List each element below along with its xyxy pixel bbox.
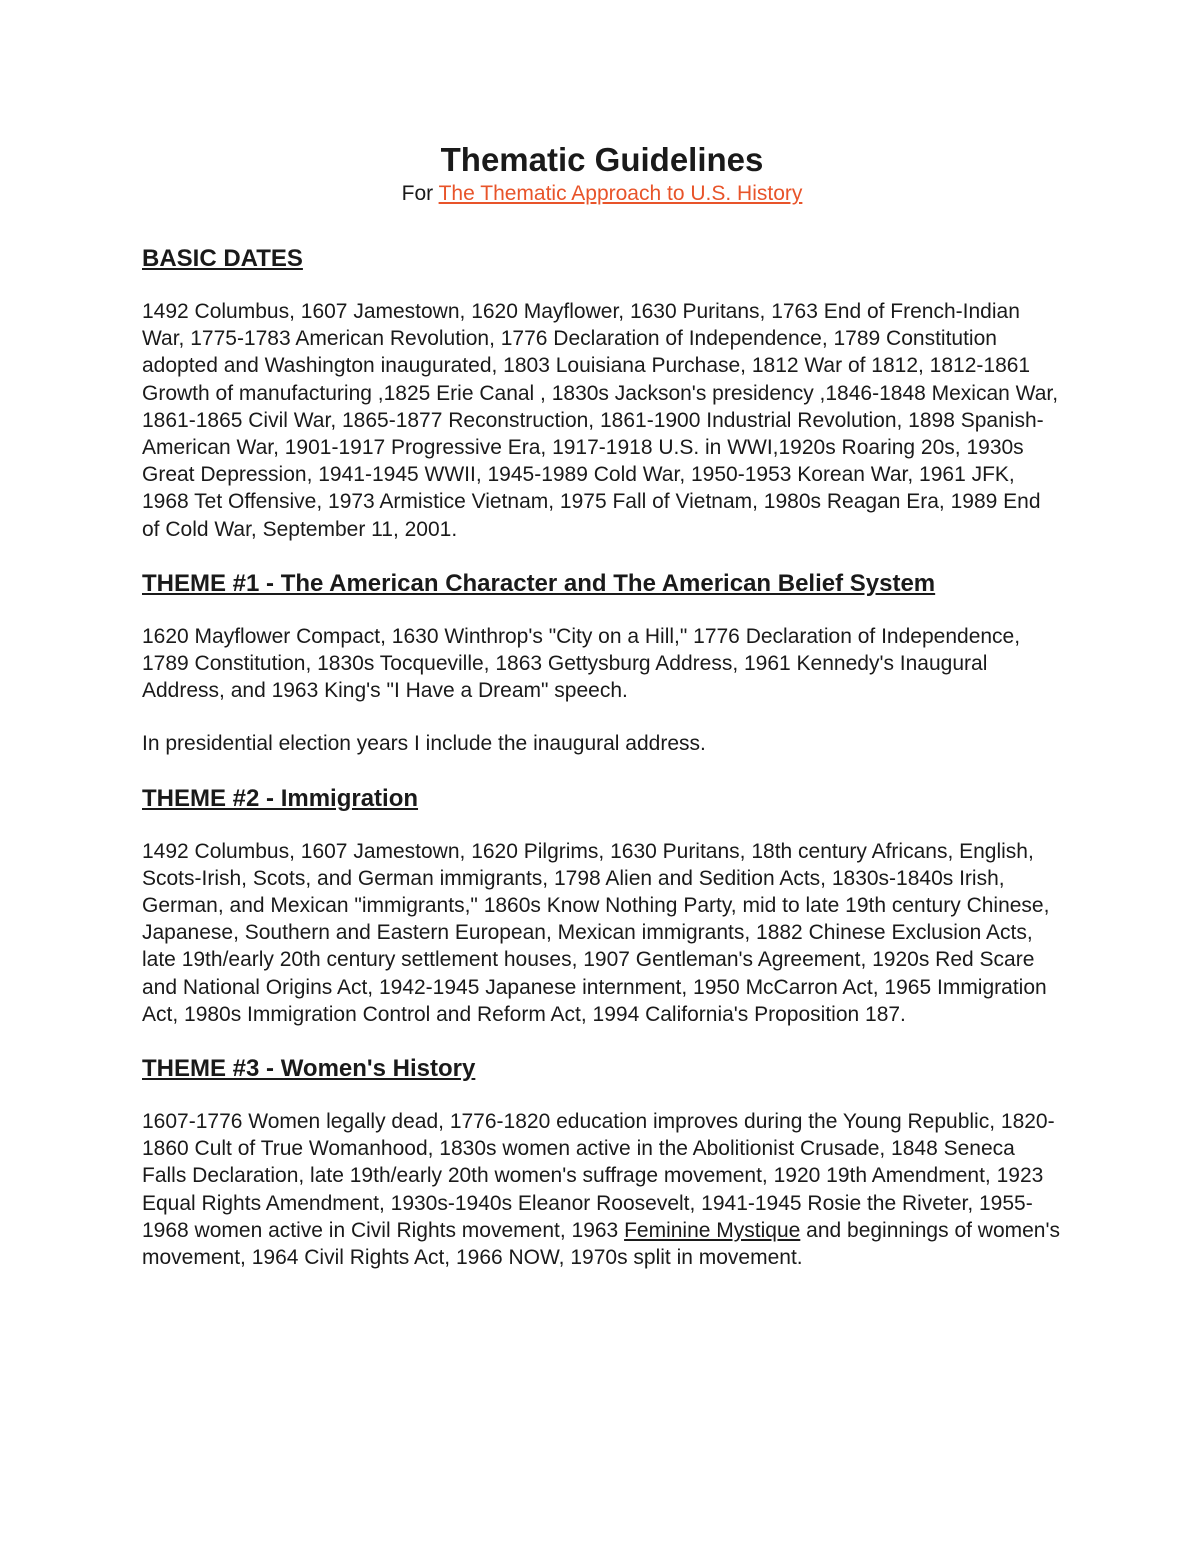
document-title: Thematic Guidelines	[440, 141, 764, 178]
title-block	[142, 140, 1062, 208]
section-body	[142, 1108, 1062, 1271]
subtitle-link[interactable]: The Thematic Approach to U.S. History	[438, 182, 803, 205]
section-heading: THEME #1 - The American Character and The American Belief System	[142, 569, 936, 597]
book-title: Feminine Mystique	[624, 1218, 801, 1242]
section-theme-2	[142, 784, 1062, 1028]
paragraph	[142, 1108, 1062, 1271]
document-subtitle	[142, 180, 1062, 208]
paragraph-text: 1607-1776 Women legally dead, 1776-1820 education improves during the Young Republic, 1820-1860 Cult of True Womanhood, 1830s women active in the Abolitionist Crusade, 1848 Seneca Falls Declaration, late 19th/early 20th women's suffrage movement, 1920 19th Amendment, 1923 Equal Rights Amendment, 1930s-1940s Eleanor Roosevelt, 1941-1945 Rosie the Riveter, 1955-1968 women active in Civil Rights movement, 1963	[142, 1110, 1055, 1242]
section-heading: THEME #3 - Women's History	[142, 1055, 476, 1083]
paragraph-text: and beginnings of women's movement, 1964 Civil Rights Act, 1966 NOW, 1970s split in movement.	[142, 1218, 1060, 1270]
section-theme-1	[142, 569, 1062, 758]
section-heading: BASIC DATES	[142, 245, 303, 272]
paragraph: 1620 Mayflower Compact, 1630 Winthrop's "City on a Hill," 1776 Declaration of Independence, 1789 Constitution, 1830s Tocqueville, 1863 Gettysburg Address, 1961 Kennedy's Inaugural Address, and 1963 King's "I Have a Dream" speech.	[142, 624, 1021, 703]
paragraph: In presidential election years I include the inaugural address.	[142, 732, 706, 756]
section-theme-3	[142, 1054, 1062, 1271]
paragraph: 1492 Columbus, 1607 Jamestown, 1620 Mayflower, 1630 Puritans, 1763 End of French-Indian War, 1775-1783 American Revolution, 1776 Declaration of Independence, 1789 Constitution adopted and Washington inaugurated, 1803 Louisiana Purchase, 1812 War of 1812, 1812-1861 Growth of manufacturing ,1825 Erie Canal , 1830s Jackson's presidency ,1846-1848 Mexican War, 1861-1865 Civil War, 1865-1877 Reconstruction, 1861-1900 Industrial Revolution, 1898 Spanish-American War, 1901-1917 Progressive Era, 1917-1918 U.S. in WWI,1920s Roaring 20s, 1930s Great Depression, 1941-1945 WWII, 1945-1989 Cold War, 1950-1953 Korean War, 1961 JFK, 1968 Tet Offensive, 1973 Armistice Vietnam, 1975 Fall of Vietnam, 1980s Reagan Era, 1989 End of Cold War, September 11, 2001.	[142, 300, 1059, 541]
paragraph: 1492 Columbus, 1607 Jamestown, 1620 Pilgrims, 1630 Puritans, 18th century Africans, English, Scots-Irish, Scots, and German immigrants, 1798 Alien and Sedition Acts, 1830s-1840s Irish, German, and Mexican "immigrants," 1860s Know Nothing Party, mid to late 19th century Chinese, Japanese, Southern and Eastern European, Mexican immigrants, 1882 Chinese Exclusion Acts, late 19th/early 20th century settlement houses, 1907 Gentleman's Agreement, 1920s Red Scare and National Origins Act, 1942-1945 Japanese internment, 1950 McCarron Act, 1965 Immigration Act, 1980s Immigration Control and Reform Act, 1994 California's Proposition 187.	[142, 839, 1050, 1026]
document-page	[142, 140, 1062, 1297]
section-body	[142, 623, 1062, 758]
subtitle-prefix: For	[401, 182, 439, 205]
section-basic-dates	[142, 244, 1062, 543]
section-body	[142, 838, 1062, 1028]
section-heading: THEME #2 - Immigration	[142, 784, 419, 812]
section-body	[142, 298, 1062, 543]
